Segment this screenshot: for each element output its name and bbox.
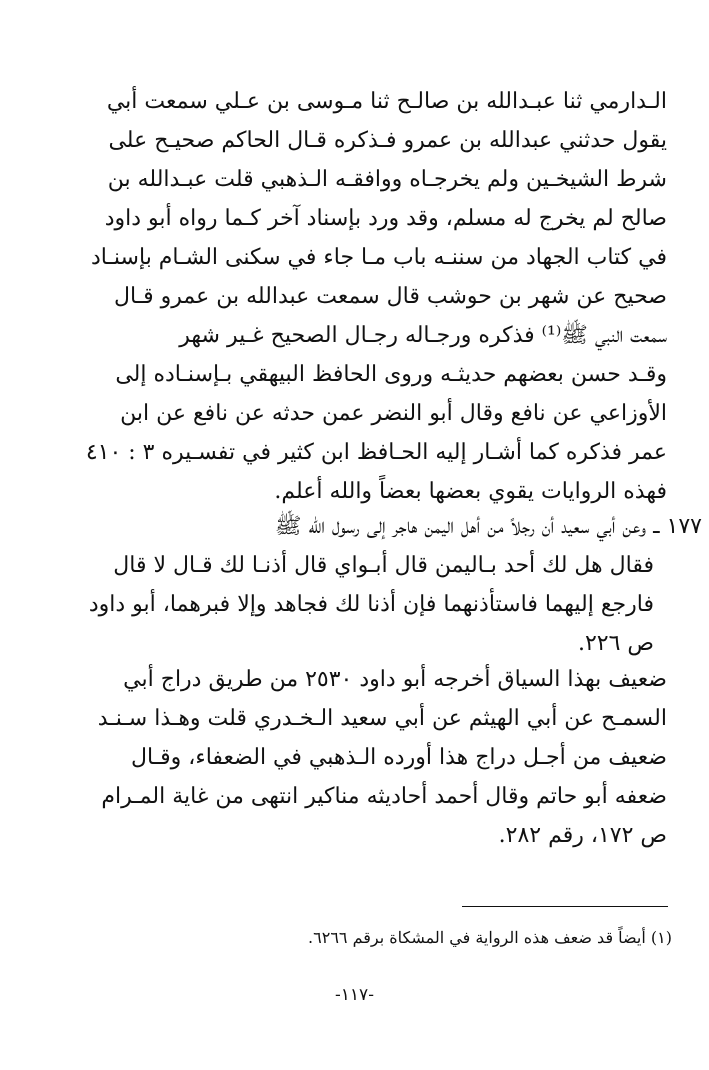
text-line: صالح لم يخرج له مسلم، وقد ورد بإسناد آخر كـما رواه أبو داود [104,206,667,231]
text-line: فقال هل لك أحد بـاليمن قال أبـواي قال أذنـا لك قـال لا قال [113,553,654,578]
hadith-number: ١٧٧ ـ [653,514,702,539]
text-line: السمـح عن أبي الهيثم عن أبي سعيد الـخـدري قلت وهـذا سـنـد [97,706,667,731]
text-line: ضعفه أبو حاتم وقال أحمد أحاديثه مناكير انتهى من غاية المـرام [101,784,667,809]
paragraph-commentary-2 [92,660,667,855]
text-line: يقول حدثني عبدالله بن عمرو فـذكره قـال الحاكم صحيـح على [108,128,667,153]
footnote-divider [462,906,668,907]
page-number: -١١٧- [335,985,374,1005]
text-line: عمر فذكره كما أشـار إليه الحـافظ ابن كثير في تفسـيره ٣ : ٤١٠ [85,440,667,465]
text-line: فهذه الروايات يقوي بعضها بعضاً والله أعلم. [274,479,667,504]
text-line: ضعيف بهذا السياق أخرجه أبو داود ٢٥٣٠ من طريق دراج أبي [123,667,667,692]
text-line: وعن أبي سعيد أن رجلاً من أهل اليمن هاجر إلى رسول الله ﷺ [274,514,647,539]
text-line: الـدارمي ثنا عبـدالله بن صالـح ثنا مـوسى بن عـلي سمعت أبي [106,89,667,114]
footnote: (١) أيضاً قد ضعف هذه الرواية في المشكاة برقم ٦٢٦٦. [308,928,672,947]
paragraph-commentary-1 [85,82,667,511]
text-line: الأوزاعي عن نافع وقال أبو النضر عمن حدثه عن نافع عن ابن [120,401,667,426]
text-line: وقـد حسن بعضهم حديثـه وروى الحافظ البيهقي بـإسنـاده إلى [115,362,667,387]
hadith-177 [88,507,702,663]
text-line: في كتاب الجهاد من سننـه باب مـا جاء في سكنى الشـام بإسنـاد [90,245,667,270]
text-line: ص ٢٢٦. [577,631,654,656]
text-line: فارجع إليهما فاستأذنهما فإن أذنا لك فجاهد وإلا فبرهما، أبو داود [88,592,654,617]
text-line: ضعيف من أجـل دراج هذا أورده الـذهبي في الضعفاء، وقـال [131,745,667,770]
text-line: ص ١٧٢، رقم ٢٨٢. [498,823,667,848]
text-line: صحيح عن شهر بن حوشب قال سمعت عبدالله بن عمرو قـال [113,284,667,309]
text-line: شرط الشيخـين ولم يخرجـاه ووافقـه الـذهبي قلت عبـدالله بن [107,167,667,192]
hadith-first-line [92,507,702,546]
text-line: سمعت النبي ﷺ⁽¹⁾ فذكره ورجـاله رجـال الصحيح غـير شهر [179,323,667,348]
